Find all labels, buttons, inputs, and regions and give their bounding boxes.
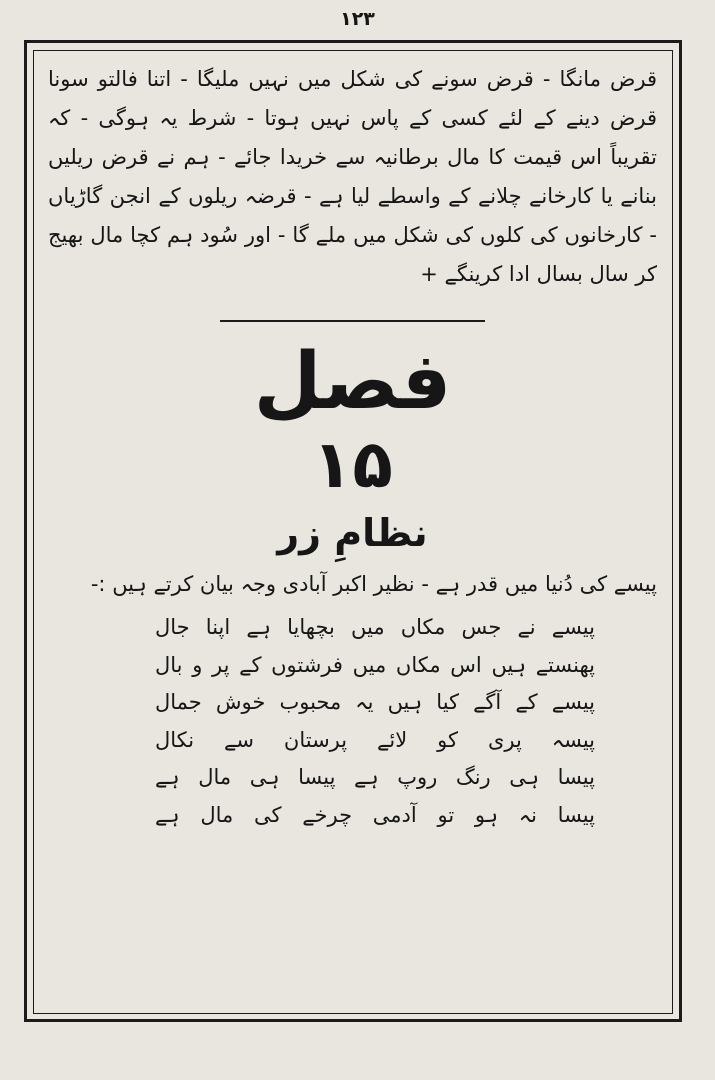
opening-paragraph: قرض مانگا - قرض سونے کی شکل میں نہیں ملیگا - اتنا فالتو سونا قرض دینے کے لئے کسی کے پاس نہیں ہوتا - شرط یہ ہوگی - کہ تقریباً اس قیمت کا مال برطانیہ سے خریدا جائے - ہم نے قرض ریلیں بنانے یا کارخانے چلانے کے واسطے لیا ہے - قرضہ ریلوں کے انجن گاڑیاں - کارخانوں کی کلوں کی شکل میں ملے گا - اور سُود ہم کچا مال بھیج کر سال بسال ادا کرینگے + xyxy=(48,67,657,286)
poem-line: پیسا نہ ہو تو آدمی چرخے کی مال ہے xyxy=(155,802,595,827)
intro-paragraph: پیسے کی دُنیا میں قدر ہے - نظیر اکبر آبادی وجہ بیان کرتے ہیں :- xyxy=(90,572,657,596)
chapter-subtitle: نظامِ زر xyxy=(277,511,428,555)
poem-line: پیسا ہی رنگ روپ ہے پیسا ہی مال ہے xyxy=(155,765,595,789)
poem xyxy=(40,609,665,834)
page-content xyxy=(40,60,665,1008)
poem-line: پیسہ پری کو لائے پرستان سے نکال xyxy=(155,727,595,752)
poem-line: پھنستے ہیں اس مکاں میں فرشتوں کے پر و بال xyxy=(155,652,595,677)
chapter-number: ۱۵ xyxy=(312,426,393,503)
section-divider xyxy=(220,320,485,322)
poem-line: پیسے کے آگے کیا ہیں یہ محبوب خوش جمال xyxy=(155,690,595,714)
chapter-title: فصل xyxy=(253,337,452,427)
page-number: ۱۲۳ xyxy=(340,8,375,30)
poem-line: پیسے نے جس مکاں میں بچھایا ہے اپنا جال xyxy=(155,615,595,639)
